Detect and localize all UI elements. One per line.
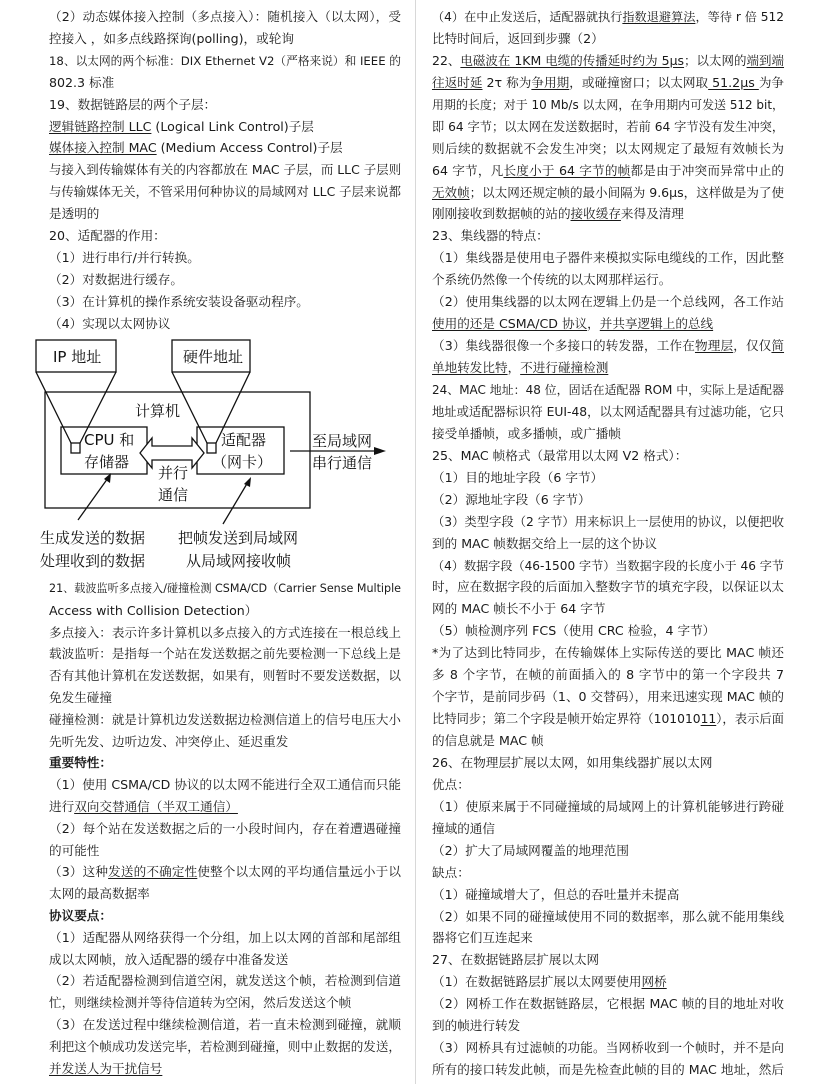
text-line xyxy=(49,7,401,27)
text-line xyxy=(432,117,784,137)
text-line xyxy=(49,292,401,312)
text-line xyxy=(49,160,401,180)
underlined-text: 逻辑链路控制 LLC xyxy=(49,118,152,134)
text-line xyxy=(432,1038,784,1058)
hardware-address-label: 硬件地址 xyxy=(183,348,244,366)
underlined-text: 并发送人为干扰信号 xyxy=(49,1060,163,1076)
underlined-text: 11 xyxy=(700,712,717,727)
text-segment: (Medium Access Control)子层 xyxy=(156,140,343,156)
text-segment: 24、MAC 地址：48 位，固话在适配器 ROM 中，实际上是适配器 xyxy=(432,382,784,397)
text-segment: （2）每个站在发送数据之后的一小段时间内，存在着遭遇碰撞 xyxy=(49,820,401,836)
text-segment: （1）碰撞域增大了，但总的吞吐量并未提高 xyxy=(432,886,680,902)
text-segment: 比特同步；第二个字段是帧开始定界符（101010 xyxy=(432,712,701,727)
to-lan-label: 至局域网 xyxy=(312,432,373,450)
text-segment: 与接入到传输媒体有关的内容都放在 MAC 子层，而 LLC 子层则 xyxy=(49,162,401,178)
text-line xyxy=(432,226,784,246)
text-line xyxy=(432,7,784,27)
text-segment: 则后续的数据就不会发生冲突；以太网规定了最短有效帧长为 xyxy=(432,140,784,156)
underlined-text: 端到端 xyxy=(746,52,785,68)
text-line xyxy=(49,1059,401,1079)
text-line xyxy=(432,468,784,488)
hardware-port-square xyxy=(207,443,216,453)
text-line xyxy=(432,161,784,181)
underlined-text: 物理层 xyxy=(694,338,734,354)
text-line xyxy=(432,270,784,290)
section-heading: 重要特性： xyxy=(49,755,112,771)
text-line xyxy=(432,512,784,532)
text-segment: 优点： xyxy=(432,776,470,792)
text-segment: （2）使用集线器的以太网在逻辑上仍是一个总线网，各工作站 xyxy=(432,294,784,310)
text-segment: （2）动态媒体接入控制（多点接入）：随机接入（以太网），受 xyxy=(49,9,401,24)
text-segment: 用期的长度；对于 10 Mb/s 以太网，在争用期内可发送 512 bit， xyxy=(432,97,784,112)
text-line xyxy=(432,490,784,510)
text-segment: （2）如果不同的碰撞域使用不同的数据率，那么就不能用集线 xyxy=(432,908,784,924)
text-line xyxy=(49,971,401,991)
text-line xyxy=(49,248,401,268)
text-segment: 地址或适配器标识符 EUI-48，以太网适配器具有过滤功能，它只 xyxy=(432,404,784,419)
underlined-text: 单地转发比特 xyxy=(432,360,508,376)
text-segment: 否有其他计算机在发送数据，如果有，则暂时不要发送数据，以 xyxy=(49,668,401,684)
text-segment: （3）在计算机的操作系统安装设备驱动程序。 xyxy=(49,293,309,309)
text-segment: 使整个以太网的平均通信量远小于以 xyxy=(197,864,402,880)
underlined-text: 双向交替通信（半双工通信） xyxy=(74,799,238,814)
text-line xyxy=(432,29,784,49)
text-line xyxy=(49,666,401,686)
adapter-label: 适配器 xyxy=(221,431,267,449)
text-segment: （4）数据字段（46-1500 字节）当数据字段的长度小于 46 字节 xyxy=(432,558,784,573)
text-line xyxy=(432,1060,784,1080)
text-segment: ， xyxy=(587,316,600,332)
text-line xyxy=(49,1015,401,1035)
text-segment: 接受单播帧，或多播帧，或广播帧 xyxy=(432,425,621,441)
text-line xyxy=(49,73,401,93)
text-line xyxy=(49,928,401,948)
adapter-note-line2: 从局域网接收帧 xyxy=(186,552,292,570)
text-segment: （3）在发送过程中继续检测信道，若一直未检测到碰撞，就顺 xyxy=(49,1017,401,1032)
text-line xyxy=(432,907,784,927)
text-line xyxy=(432,753,784,773)
text-segment: 到的帧进行转发 xyxy=(432,1018,521,1034)
text-segment: 是透明的 xyxy=(49,206,100,222)
text-line xyxy=(49,117,401,137)
text-line xyxy=(49,819,401,839)
underlined-text: 使用的还是 CSMA/CD 协议 xyxy=(432,316,588,332)
text-line xyxy=(49,950,401,970)
text-line xyxy=(432,292,784,312)
adapter-note-arrowhead-icon xyxy=(244,477,251,487)
text-line xyxy=(432,577,784,597)
text-line xyxy=(432,819,784,839)
text-segment: 时，应在数据字段的后面加入整数字节的填充字段，以保证以太 xyxy=(432,579,784,595)
text-segment: ；以太网还规定帧的最小间隔为 9.6μs，这样做是为了使 xyxy=(469,184,784,200)
text-segment: （1）进行串行/并行转换。 xyxy=(49,249,200,265)
text-line xyxy=(49,775,401,795)
underlined-text: 长度小于 64 字节的帧 xyxy=(503,162,631,178)
text-segment: 22、 xyxy=(432,52,461,68)
text-segment: 为争 xyxy=(758,74,785,90)
text-line xyxy=(432,709,784,729)
serial-arrowhead-icon xyxy=(374,447,386,455)
section-heading: 协议要点： xyxy=(49,908,112,923)
text-segment: 来得及清理 xyxy=(620,206,684,222)
text-segment: 网的 MAC 帧长不小于 64 字节 xyxy=(432,601,606,617)
text-line xyxy=(432,643,784,663)
text-segment: 撞域的通信 xyxy=(432,820,495,836)
underlined-text: 并共享逻辑上的总线 xyxy=(599,316,714,332)
text-segment: 忙，则继续检测并等待信道转为空闲，然后发送这个帧 xyxy=(49,995,352,1011)
text-line xyxy=(49,51,401,71)
text-segment: 21、载波监听多点接入/碰撞检测 CSMA/CD（Carrier Sense Multiple xyxy=(49,582,401,595)
text-line xyxy=(432,665,784,685)
text-segment: *为了达到比特同步，在传输媒体上实际传送的要比 MAC 帧还 xyxy=(432,645,784,661)
parallel-comm-label: 通信 xyxy=(158,486,189,504)
text-line xyxy=(432,446,784,466)
text-segment: 所有的接口转发此帧，而是先检查此帧的目的 MAC 地址，然后 xyxy=(432,1062,784,1078)
text-segment: 19、数据链路层的两个子层： xyxy=(49,96,217,112)
text-line xyxy=(432,885,784,905)
text-segment: （1）在数据链路层扩展以太网要使用 xyxy=(432,974,642,990)
text-segment: ），表示后面 xyxy=(716,712,784,727)
text-segment: ，等待 r 倍 512 xyxy=(695,10,784,24)
text-line xyxy=(432,994,784,1014)
text-line xyxy=(432,73,784,93)
underlined-text: 电磁波在 1KM 电缆的传播延时约为 5μs xyxy=(460,52,685,68)
text-segment: ，或碰撞窗口；以太网取 xyxy=(569,74,709,90)
text-line xyxy=(49,1037,401,1057)
text-segment: （4）在中止发送后，适配器就执行 xyxy=(432,10,623,24)
underlined-text: 51.2μs xyxy=(708,74,759,90)
text-segment: 与传输媒体无关，不管采用何种协议的局域网对 LLC 子层来说都 xyxy=(49,185,401,200)
text-segment: 载波监听：是指每一个站在发送数据之前先要检测一下总线上是 xyxy=(49,646,401,662)
underlined-text: 争用期 xyxy=(531,74,570,90)
text-segment: 个字节，是前同步码（1、0 交替码），用来迅速实现 MAC 帧的 xyxy=(432,689,784,705)
text-line xyxy=(49,29,401,49)
text-line xyxy=(432,51,784,71)
underlined-text: 指数退避算法 xyxy=(622,10,696,24)
text-segment: 碰撞检测：就是计算机边发送数据边检测信道上的信号电压大小 xyxy=(49,711,401,727)
text-segment: 即 64 字节；以太网在发送数据时，若前 64 字节没有发生冲突， xyxy=(432,119,785,134)
text-segment: 的信息就是 MAC 帧 xyxy=(432,733,544,749)
nic-label: （网卡） xyxy=(212,453,273,471)
text-segment: 刚刚接收到数据帧的站的 xyxy=(432,206,571,222)
text-line xyxy=(432,1016,784,1036)
text-segment: （5）帧检测序列 FCS（使用 CRC 检验，4 字节） xyxy=(432,623,716,639)
adapter-diagram xyxy=(0,330,417,575)
text-segment: 25、MAC 帧格式（最常用以太网 V2 格式）： xyxy=(432,447,688,463)
underlined-text: 往返时延 xyxy=(432,74,483,90)
text-segment: 26、在物理层扩展以太网，如用集线器扩展以太网 xyxy=(432,754,713,770)
text-line xyxy=(49,732,401,752)
text-segment: 个系统仍然像一个传统的以太网那样运行。 xyxy=(432,272,672,288)
cpu-note-arrow-line xyxy=(78,478,108,520)
text-line xyxy=(49,644,401,664)
text-line xyxy=(49,182,401,202)
text-line xyxy=(49,862,401,882)
text-segment: Access with Collision Detection） xyxy=(49,602,258,618)
text-line xyxy=(49,601,401,621)
text-segment: （2）对数据进行缓存。 xyxy=(49,271,183,287)
text-segment: （2）若适配器检测到信道空闲，就发送这个帧，若检测到信道 xyxy=(49,973,401,989)
text-segment: （1）集线器是使用电子器件来模拟实际电缆线的工作，因此整 xyxy=(432,250,784,266)
text-segment: 比特时间后，返回到步骤（2） xyxy=(432,30,604,46)
text-segment: （3）网桥具有过滤帧的功能。当网桥收到一个帧时，并不是向 xyxy=(432,1040,784,1056)
text-segment: （1）适配器从网络获得一个分组，加上以太网的首部和尾部组 xyxy=(49,929,401,945)
text-segment: 2τ 称为 xyxy=(482,74,532,90)
text-line xyxy=(49,753,401,773)
text-line xyxy=(432,621,784,641)
text-line xyxy=(432,775,784,795)
cpu-label: CPU 和 xyxy=(84,431,135,449)
text-segment: 802.3 标准 xyxy=(49,74,115,90)
underlined-text: 发送的不确定性 xyxy=(108,864,198,880)
text-line xyxy=(432,797,784,817)
text-segment: 器将它们互连起来 xyxy=(432,930,533,946)
text-segment: （1）使原来属于不同碰撞域的局域网上的计算机能够进行跨碰 xyxy=(432,798,784,814)
text-segment: （1）使用 CSMA/CD 协议的以太网不能进行全双工通信而只能 xyxy=(49,777,401,793)
text-segment: ，仅仅 xyxy=(733,338,772,354)
underlined-text: 简 xyxy=(771,338,785,354)
text-segment: 27、在数据链路层扩展以太网 xyxy=(432,952,600,968)
text-segment: 到的 MAC 帧数据交给上一层的这个协议 xyxy=(432,535,657,551)
text-segment: 64 字节，凡 xyxy=(432,162,504,178)
text-line xyxy=(49,906,401,926)
text-line xyxy=(432,687,784,707)
text-line xyxy=(432,380,784,400)
text-line xyxy=(432,950,784,970)
text-segment: （4）实现以太网协议 xyxy=(49,315,171,331)
text-line xyxy=(432,336,784,356)
text-line xyxy=(49,579,401,599)
text-segment: （3）这种 xyxy=(49,864,109,880)
text-segment: 18、以太网的两个标准：DIX Ethernet V2（严格来说）和 IEEE 的 xyxy=(49,53,401,68)
text-segment: 控接入 ，如多点线路探询(polling)，或轮询 xyxy=(49,30,294,46)
memory-label: 存储器 xyxy=(84,453,130,471)
ip-address-label: IP 地址 xyxy=(53,348,102,366)
text-line xyxy=(49,204,401,224)
text-line xyxy=(49,884,401,904)
cpu-note-line2: 处理收到的数据 xyxy=(40,552,146,570)
adapter-note-line1: 把帧发送到局域网 xyxy=(178,529,299,547)
text-segment: 的可能性 xyxy=(49,842,100,858)
parallel-label: 并行 xyxy=(158,464,189,482)
adapter-note-arrow-line xyxy=(223,482,248,524)
computer-label: 计算机 xyxy=(135,402,181,420)
serial-comm-label: 串行通信 xyxy=(312,454,373,472)
text-segment: (Logical Link Control)子层 xyxy=(151,118,314,134)
text-segment: 20、适配器的作用： xyxy=(49,228,166,243)
text-line xyxy=(432,139,784,159)
text-segment: ， xyxy=(507,360,521,376)
text-segment: 缺点： xyxy=(432,864,470,880)
text-segment: （1）目的地址字段（6 字节） xyxy=(432,469,604,485)
text-segment: 太网的最高数据率 xyxy=(49,886,150,902)
text-line xyxy=(432,841,784,861)
text-line xyxy=(432,972,784,992)
underlined-text: 媒体接入控制 MAC xyxy=(49,140,157,156)
underlined-text: 无效帧 xyxy=(432,184,470,200)
text-line xyxy=(432,863,784,883)
text-segment: ；以太网的 xyxy=(684,52,747,68)
text-segment: 先听先发、边听边发、冲突停止、延迟重发 xyxy=(49,733,289,749)
underlined-text: 不进行碰撞检测 xyxy=(520,360,609,376)
text-line xyxy=(432,424,784,444)
text-line xyxy=(432,248,784,268)
text-line xyxy=(432,314,784,334)
text-line xyxy=(432,928,784,948)
text-line xyxy=(49,710,401,730)
text-segment: 免发生碰撞 xyxy=(49,690,112,705)
text-segment: 多点接入：表示许多计算机以多点接入的方式连接在一根总线上 xyxy=(49,624,401,640)
text-line xyxy=(49,993,401,1013)
text-line xyxy=(49,138,401,158)
text-line xyxy=(49,226,401,246)
text-segment: 23、集线器的特点： xyxy=(432,228,549,244)
text-line xyxy=(49,623,401,643)
text-line xyxy=(49,270,401,290)
text-line xyxy=(49,841,401,861)
text-segment: 利把这个帧成功发送完毕，若检测到碰撞，则中止数据的发送， xyxy=(49,1038,401,1054)
ip-port-square xyxy=(71,443,80,453)
text-line xyxy=(49,797,401,817)
text-segment: （2）源地址字段（6 字节） xyxy=(432,491,591,507)
text-segment: 成以太网帧，放入适配器的缓存中准备发送 xyxy=(49,951,289,967)
text-segment: （3）集线器很像一个多接口的转发器，工作在 xyxy=(432,338,695,354)
text-line xyxy=(432,402,784,422)
text-segment: 多 8 个字节，在帧的前面插入的 8 字节中的第一个字段共 7 xyxy=(432,667,784,683)
text-line xyxy=(432,556,784,576)
text-line xyxy=(432,731,784,751)
text-line xyxy=(432,599,784,619)
cpu-note-line1: 生成发送的数据 xyxy=(40,529,146,547)
text-segment: 进行 xyxy=(49,799,75,814)
text-line xyxy=(432,95,784,115)
text-segment: （2）网桥工作在数据链路层，它根据 MAC 帧的目的地址对收 xyxy=(432,996,784,1012)
text-line xyxy=(49,688,401,708)
text-segment: 都是由于冲突而异常中止的 xyxy=(630,162,784,178)
text-segment: （2）扩大了局域网覆盖的地理范围 xyxy=(432,842,629,858)
text-line xyxy=(432,204,784,224)
text-line xyxy=(49,95,401,115)
text-line xyxy=(432,183,784,203)
underlined-text: 接收缓存 xyxy=(570,206,621,222)
text-line xyxy=(432,358,784,378)
text-segment: （3）类型字段（2 字节）用来标识上一层使用的协议，以便把收 xyxy=(432,514,784,529)
underlined-text: 网桥 xyxy=(641,974,667,990)
text-line xyxy=(432,534,784,554)
